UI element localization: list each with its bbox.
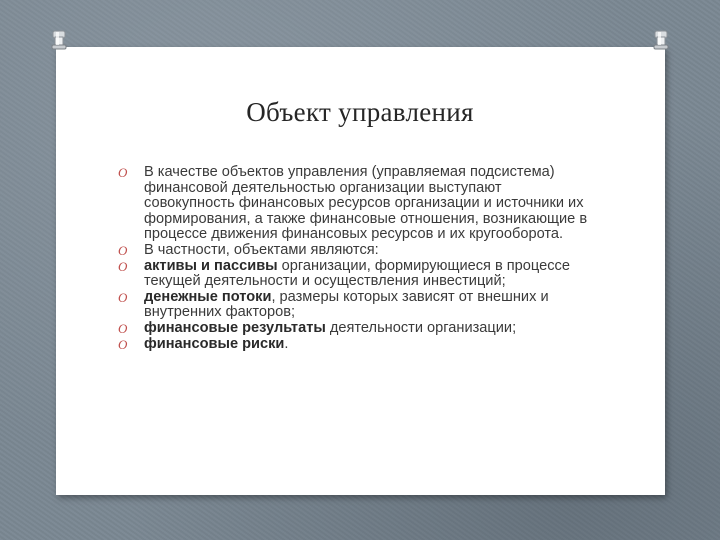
- list-item: [118, 259, 588, 290]
- list-item: [118, 337, 588, 353]
- list-item: [118, 243, 588, 259]
- pushpin-icon: [50, 30, 68, 52]
- bullet-marker-icon: O: [118, 165, 128, 180]
- bullet-text: В частности, объектами являются:: [144, 241, 379, 258]
- bullet-bold-text: финансовые результаты: [144, 319, 326, 336]
- bullet-text: деятельности организации;: [325, 319, 517, 336]
- bullet-marker-icon: O: [118, 242, 128, 258]
- list-item: [118, 290, 588, 321]
- slide-title: Объект управления: [246, 97, 474, 127]
- bullet-list: [118, 165, 588, 352]
- list-item: [118, 321, 588, 337]
- bullet-marker-icon: O: [118, 258, 128, 274]
- pushpin-icon: [652, 30, 670, 52]
- bullet-marker-icon: O: [118, 336, 128, 352]
- bullet-text: , размеры которых зависят от внешних и внутренних факторов;: [144, 288, 549, 321]
- bullet-text: организации, формирующиеся в процессе текущей деятельности и осуществления инвестиций;: [144, 257, 570, 290]
- bullet-bold-text: финансовые риски: [144, 335, 285, 352]
- bullet-bold-text: денежные потоки: [144, 288, 272, 305]
- list-item: [118, 165, 588, 243]
- bullet-marker-icon: O: [118, 320, 128, 336]
- bullet-text: В качестве объектов управления (управляемая подсистема) финансовой деятельностью организации выступают совокупность финансовых ресурсов организации и источники их формирования, а также финансовые отношения, возникающие в процессе движения финансовых ресурсов и их кругооборота.: [144, 164, 588, 243]
- bullet-bold-text: активы и пассивы: [144, 257, 278, 274]
- bullet-marker-icon: O: [118, 289, 128, 305]
- bullet-text: .: [284, 335, 289, 352]
